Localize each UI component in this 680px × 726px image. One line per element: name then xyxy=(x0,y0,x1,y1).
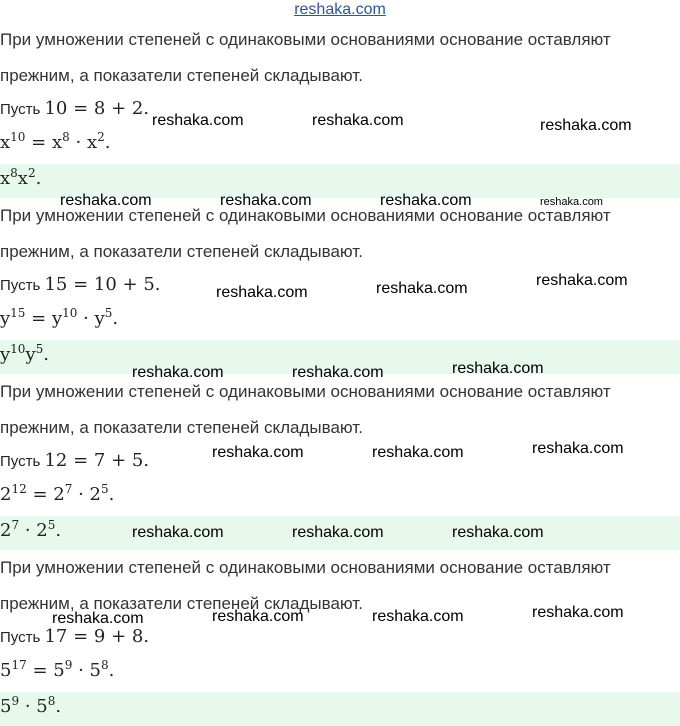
rule-line-1: При умножении степеней с одинаковыми основаниями основание оставляют xyxy=(0,206,611,225)
rule-line-2: прежним, а показатели степеней складывают. xyxy=(0,242,363,261)
times-sign: · xyxy=(72,484,90,505)
let-word: Пусть xyxy=(0,277,45,294)
power-exponent: 5 xyxy=(47,518,56,532)
power-base: 2 xyxy=(89,484,101,505)
watermark-text: reshaka.com xyxy=(152,112,244,129)
power-exponent: 5 xyxy=(100,482,109,496)
watermark-text: reshaka.com xyxy=(532,604,624,621)
power-base: x xyxy=(0,132,11,153)
let-word: Пусть xyxy=(0,453,45,470)
power-exponent: 8 xyxy=(47,694,56,708)
watermark-text: reshaka.com xyxy=(452,360,544,377)
period: . xyxy=(35,168,42,189)
watermark-text: reshaka.com xyxy=(532,440,624,457)
times-sign: · xyxy=(69,132,87,153)
answer-expression xyxy=(0,168,41,189)
power-exponent: 5 xyxy=(104,306,113,320)
equals-sign: = xyxy=(25,132,52,153)
times-sign: · xyxy=(19,520,37,541)
power-base: y xyxy=(25,344,36,365)
watermark-text: reshaka.com xyxy=(132,524,224,541)
power-equation xyxy=(0,132,110,153)
rule-line-2: прежним, а показатели степеней складывают. xyxy=(0,418,363,437)
let-equation: 15 = 10 + 5. xyxy=(44,274,161,295)
power-base: 5 xyxy=(0,660,12,681)
watermark-text: reshaka.com xyxy=(452,524,544,541)
period: . xyxy=(112,308,119,329)
power-exponent: 10 xyxy=(10,130,26,144)
power-base: 2 xyxy=(0,520,12,541)
watermark-text: reshaka.com xyxy=(372,444,464,461)
period: . xyxy=(104,132,111,153)
rule-line-2: прежним, а показатели степеней складывают. xyxy=(0,66,363,85)
power-equation xyxy=(0,308,118,329)
watermark-text: reshaka.com xyxy=(376,280,468,297)
power-base: y xyxy=(51,308,63,329)
power-exponent: 9 xyxy=(11,694,20,708)
times-sign: · xyxy=(77,308,95,329)
power-exponent: 7 xyxy=(11,518,20,532)
watermark-text: reshaka.com xyxy=(536,272,628,289)
watermark-text: reshaka.com xyxy=(380,192,472,209)
watermark-text: reshaka.com xyxy=(312,112,404,129)
power-base: 5 xyxy=(0,696,12,717)
let-word: Пусть xyxy=(0,101,45,118)
times-sign: · xyxy=(19,696,37,717)
watermark-text: reshaka.com xyxy=(372,608,464,625)
power-base: y xyxy=(94,308,105,329)
times-sign: · xyxy=(72,660,90,681)
power-base: 5 xyxy=(53,660,65,681)
watermark-text: reshaka.com xyxy=(216,284,308,301)
power-base: 5 xyxy=(36,696,48,717)
power-base: x xyxy=(17,168,28,189)
equals-sign: = xyxy=(26,660,54,681)
power-base: x xyxy=(0,168,11,189)
watermark-text: reshaka.com xyxy=(212,608,304,625)
power-equation xyxy=(0,660,114,681)
let-statement xyxy=(0,98,149,119)
solution-block xyxy=(0,556,680,726)
power-exponent: 10 xyxy=(10,342,26,356)
let-equation: 17 = 9 + 8. xyxy=(44,626,150,647)
let-equation: 10 = 8 + 2. xyxy=(44,98,150,119)
rule-line-1: При умножении степеней с одинаковыми основаниями основание оставляют xyxy=(0,382,611,401)
answer-band xyxy=(0,692,680,726)
power-base: y xyxy=(0,344,11,365)
answer-expression xyxy=(0,520,61,541)
let-equation: 12 = 7 + 5. xyxy=(44,450,150,471)
power-exponent: 8 xyxy=(100,658,109,672)
watermark-text: reshaka.com xyxy=(212,444,304,461)
rule-line-2: прежним, а показатели степеней складывают. xyxy=(0,594,363,613)
equals-sign: = xyxy=(26,484,54,505)
power-base: x xyxy=(86,132,98,153)
answer-expression xyxy=(0,696,61,717)
period: . xyxy=(55,520,62,541)
let-word: Пусть xyxy=(0,629,45,646)
watermark-text: reshaka.com xyxy=(292,364,384,381)
power-base: x xyxy=(51,132,63,153)
watermark-text: reshaka.com xyxy=(540,196,603,208)
answer-expression xyxy=(0,344,49,365)
power-equation xyxy=(0,484,114,505)
power-exponent: 8 xyxy=(10,166,18,180)
period: . xyxy=(108,484,115,505)
let-statement xyxy=(0,450,149,471)
watermark-text: reshaka.com xyxy=(292,524,384,541)
power-exponent: 8 xyxy=(62,130,70,144)
power-exponent: 12 xyxy=(11,482,27,496)
site-header-link[interactable]: reshaka.com xyxy=(294,1,386,18)
let-statement xyxy=(0,274,161,295)
power-exponent: 2 xyxy=(97,130,105,144)
period: . xyxy=(55,696,62,717)
watermark-text: reshaka.com xyxy=(60,192,152,209)
watermark-text: reshaka.com xyxy=(540,117,632,134)
power-exponent: 10 xyxy=(62,306,78,320)
power-exponent: 9 xyxy=(64,658,73,672)
power-base: 5 xyxy=(89,660,101,681)
power-exponent: 2 xyxy=(27,166,36,180)
period: . xyxy=(43,344,49,365)
period: . xyxy=(108,660,115,681)
power-base: y xyxy=(0,308,11,329)
power-base: 2 xyxy=(0,484,12,505)
watermark-text: reshaka.com xyxy=(220,192,312,209)
rule-line-1: При умножении степеней с одинаковыми основаниями основание оставляют xyxy=(0,558,611,577)
let-statement xyxy=(0,626,149,647)
power-exponent: 5 xyxy=(35,342,44,356)
power-exponent: 7 xyxy=(64,482,73,496)
power-exponent: 17 xyxy=(11,658,27,672)
watermark-text: reshaka.com xyxy=(52,610,144,627)
watermark-text: reshaka.com xyxy=(132,364,224,381)
power-exponent: 15 xyxy=(10,306,26,320)
power-base: 2 xyxy=(36,520,48,541)
rule-line-1: При умножении степеней с одинаковыми основаниями основание оставляют xyxy=(0,30,611,49)
equals-sign: = xyxy=(25,308,52,329)
power-base: 2 xyxy=(53,484,65,505)
